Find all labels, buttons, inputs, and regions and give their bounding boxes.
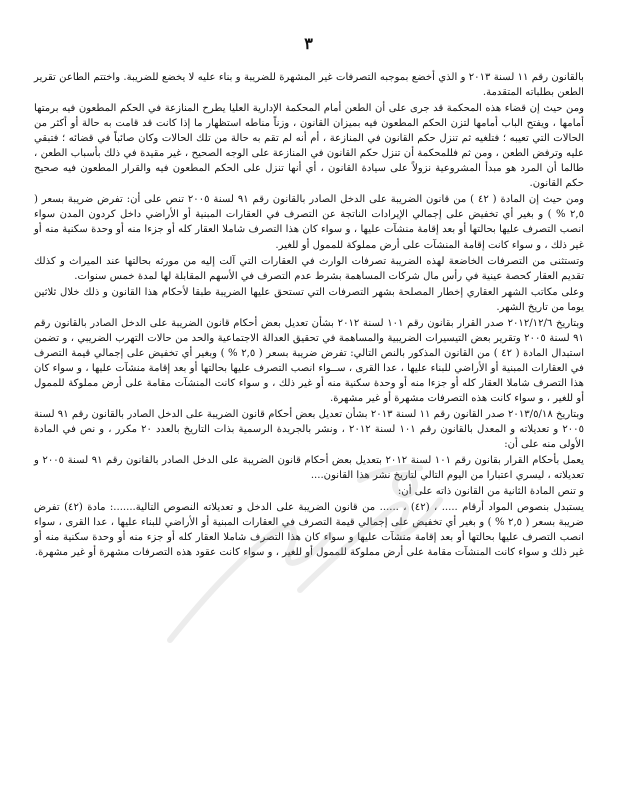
paragraph: وتستثنى من التصرفات الخاضعة لهذه الضريبة تصرفات الوارث في العقارات التي آلت إليه من مورثه بحالتها عند الميراث و كذلك تقديم العقار كحصة عينية في رأس مال شركات المساهمة بشرط عدم التصرف في الأسهم المقابلة لها لمدة خمس سنوات. (34, 255, 584, 282)
paragraph: يستبدل بنصوص المواد أرقام ..... ، (٤٢) ، ...... من قانون الضريبة على الدخل و تعديلاته النصوص التالية.......: مادة (٤٢) تفرض ضريبة بسعر ( ٢,٥ % ) و بغير أي تخفيض على إجمالي قيمة التصرف في العقارات المبنية أو الأراضي للبناء عليها ، عدا القرى ، سواء انصب التصرف عليها بحالتها أو بعد إقامة منشآت عليها و سواء كان هذا التصرف شاملا العقار كله أو جزء منه أو وحدة سكنية منه أو غير ذلك و سواء كانت المنشآت مقامة على أرض مملوكة للممول أو للغير ، و سواء كانت عقود هذه التصرفات مشهرة أو غير مشهرة. (34, 502, 584, 559)
document-body (34, 70, 584, 562)
paragraph: ومن حيث إن المادة ( ٤٢ ) من قانون الضريبة على الدخل الصادر بالقانون رقم ٩١ لسنة ٢٠٠٥ تنص على أن: تفرض ضريبة بسعر ( ٢,٥ % ) و بغير أي تخفيض على إجمالي الإيرادات الناتجة عن التصرف في العقارات المبنية أو الأراضي داخل كردون المدن سواء انصب التصرف عليها بحالتها أو بعد إقامة منشآت عليها ، و سواء كان هذا التصرف شاملا العقار كله أو جزءا منه أو وحدة سكنية منه أو غير ذلك ، و سواء كانت إقامة المنشآت على أرض مملوكة للممول أو للغير. (34, 194, 584, 251)
paragraph: وعلى مكاتب الشهر العقاري إخطار المصلحة بشهر التصرفات التي تستحق عليها الضريبة طبقا لأحكام هذا القانون و ذلك خلال ثلاثين يوما من تاريخ الشهر. (34, 286, 584, 313)
paragraph: وبتاريخ ٢٠١٣/٥/١٨ صدر القانون رقم ١١ لسنة ٢٠١٣ بشأن تعديل بعض أحكام قانون الضريبة على الدخل الصادر بالقانون رقم ٩١ لسنة ٢٠٠٥ و تعديلاته و المعدل بالقانون رقم ١٠١ لسنة ٢٠١٢ ، ونشر بالجريدة الرسمية بذات التاريخ بالعدد ٢٠ مكرر ، و نص في المادة الأولى منه على أن: (34, 409, 585, 451)
paragraph: يعمل بأحكام القرار بقانون رقم ١٠١ لسنة ٢٠١٢ بتعديل بعض أحكام قانون الضريبة على الدخل الصادر بالقانون رقم ٩١ لسنة ٢٠٠٥ و تعديلاته ، ليسري اعتبارا من اليوم التالي لتاريخ نشر هذا القانون.... (34, 455, 584, 482)
paragraph: وبتاريخ ٢٠١٢/١٢/٦ صدر القرار بقانون رقم ١٠١ لسنة ٢٠١٢ بشأن تعديل بعض أحكام قانون الضريبة على الدخل الصادر بالقانون رقم ٩١ لسنة ٢٠٠٥ وتقرير بعض التيسيرات الضريبية والمساهمة في تحقيق العدالة الاجتماعية والحد من حالات التهرب الضريبي ، و تضمن استبدال المادة ( ٤٢ ) من القانون المذكور بالنص التالي: تفرض ضريبة بسعر ( ٢,٥ % ) وبغير أي تخفيض على إجمالي قيمة التصرف في العقارات المبنية أو الأراضي للبناء عليها ، عدا القرى ، ســواء انصب التصرف عليها بحالتها أو بعد إقامة منشآت عليها ، و سواء كان هذا التصرف شاملا العقار كله أو جزءا منه أو وحدة سكنية منه أو غير ذلك ، و سواء كانت المنشآت مقامة على أرض مملوكة للممول أو للغير ، و سواء كانت هذه التصرفات مشهرة أو غير مشهرة. (34, 317, 585, 404)
paragraph: ومن حيث إن قضاء هذه المحكمة قد جرى على أن الطعن أمام المحكمة الإدارية العليا يطرح المنازعة في الحكم المطعون فيه برمتها أمامها ، ويفتح الباب أمامها لتزن الحكم المطعون فيه بميزان القانون ، وزناً مناطه استظهار ما إذا كانت قد قامت به حالة أو أكثر من الحالات التي تعيبه ؛ فتلغيه ثم تنزل حكم القانون في المنازعة ، أم أنه لم تقم به حالة من تلك الحالات وكان صائباً في قضائه ؛ فتبقي عليه وترفض الطعن ، ومن ثم فللمحكمة أن تنزل حكم القانون في المنازعة على الوجه الصحيح ، غير مقيدة في ذلك بأسباب الطعن ، طالما أن المرد هو مبدأ المشروعية نزولاً على سيادة القانون ، أي أنها تنزل على الحكم المطعون فيه والقرار المطعون فيه صحيح حكم القانون. (34, 103, 584, 190)
paragraph: بالقانون رقم ١١ لسنة ٢٠١٣ و الذي أخضع بموجبه التصرفات غير المشهرة للضريبة و بناء عليه لا يخضع للضريبة. واختتم الطاعن تقرير الطعن بطلباته المتقدمة. (34, 72, 584, 99)
page-number: ٣ (304, 34, 313, 53)
paragraph: و تنص المادة الثانية من القانون ذاته على أن: (397, 486, 584, 498)
